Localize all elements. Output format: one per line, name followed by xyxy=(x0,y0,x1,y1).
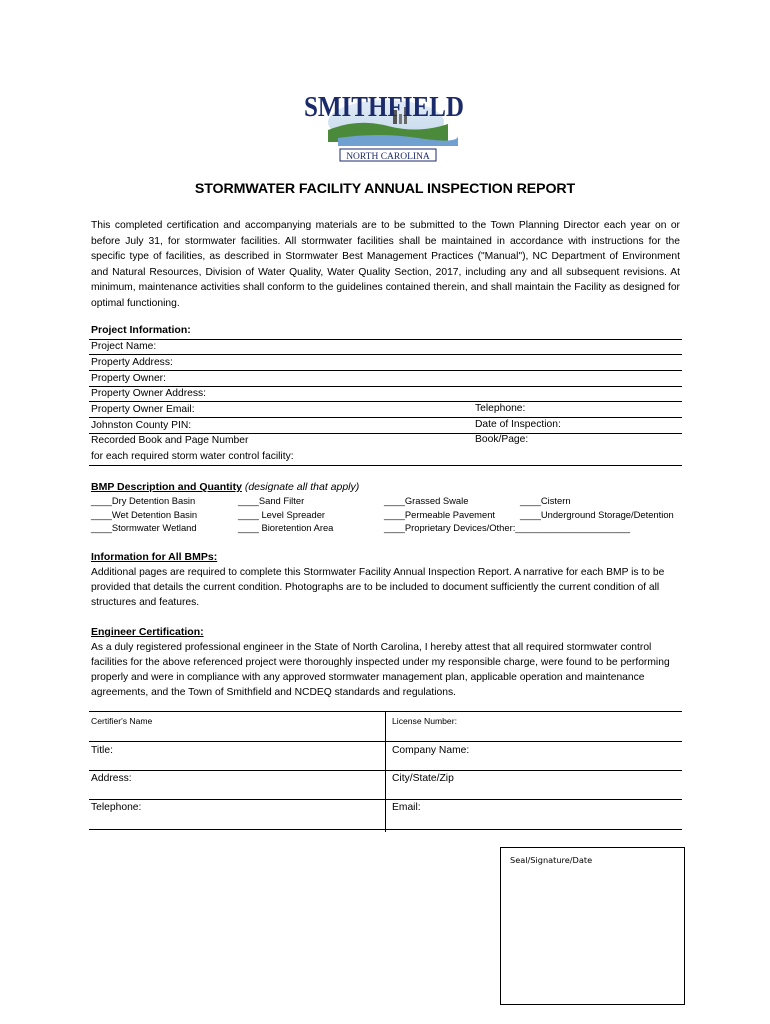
certifier-name-field[interactable]: Certifier's Name xyxy=(91,716,153,726)
pin-field[interactable]: Johnston County PIN: xyxy=(91,420,192,431)
book-page-number-field[interactable]: Recorded Book and Page Number xyxy=(91,435,249,446)
divider xyxy=(89,465,682,466)
bmp-heading xyxy=(91,481,359,493)
seal-signature-box[interactable] xyxy=(500,847,685,1005)
bmp-dry-detention-basin[interactable]: ____Dry Detention Basin xyxy=(91,495,196,506)
bmp-permeable-pavement[interactable]: ____Permeable Pavement xyxy=(384,509,496,520)
info-heading: Information for All BMPs: xyxy=(91,551,218,563)
owner-email-field[interactable]: Property Owner Email: xyxy=(91,404,195,415)
telephone-field[interactable]: Telephone: xyxy=(475,403,526,414)
divider xyxy=(89,829,682,830)
divider xyxy=(89,370,682,371)
smithfield-logo xyxy=(298,80,470,166)
bmp-heading-text: BMP Description and Quantity xyxy=(91,481,242,493)
bmp-grassed-swale[interactable]: ____Grassed Swale xyxy=(384,495,469,506)
info-paragraph: Additional pages are required to complete this Stormwater Facility Annual Inspection Report. A narrative for each BMP is to be provided that details the current condition. Photographs are to be included to document sufficiently the current condition of all structures and features. xyxy=(91,567,665,608)
divider xyxy=(89,770,682,771)
title-field[interactable]: Title: xyxy=(91,745,113,756)
logo-subtitle: NORTH CAROLINA xyxy=(346,152,430,162)
bmp-bioretention-area[interactable]: ____ Bioretention Area xyxy=(238,522,334,533)
telephone-field-2[interactable]: Telephone: xyxy=(91,802,142,813)
divider xyxy=(385,712,386,832)
city-state-zip-field[interactable]: City/State/Zip xyxy=(392,773,454,784)
bmp-underground-storage[interactable]: ____Underground Storage/Detention xyxy=(520,509,674,520)
license-number-field[interactable]: License Number: xyxy=(392,716,457,726)
intro-paragraph: This completed certification and accompanying materials are to be submitted to the Town Planning Director each year on or before July 31, for stormwater facilities. All stormwater facilities shall be maintained in accordance with instructions for the specific type of facilities, as described in Stormwater Best Management Practices ("Manual"), NC Department of Environment and Natural Resources, Division of Water Quality, Water Quality Section, 2017, including any and all subsequent revisions. At minimum, maintenance activities shall conform to the guidelines contained therein, and shall maintain the Facility as designed for optimal functioning. xyxy=(91,220,680,309)
divider xyxy=(89,401,682,402)
book-page-note: for each required storm water control facility: xyxy=(91,451,294,462)
bmp-sand-filter[interactable]: ____Sand Filter xyxy=(238,495,305,506)
divider xyxy=(89,417,682,418)
bmp-cistern[interactable]: ____Cistern xyxy=(520,495,571,506)
bmp-wet-detention-basin[interactable]: ____Wet Detention Basin xyxy=(91,509,198,520)
bmp-level-spreader[interactable]: ____ Level Spreader xyxy=(238,509,326,520)
owner-address-field[interactable]: Property Owner Address: xyxy=(91,388,207,399)
bmp-heading-note: (designate all that apply) xyxy=(244,481,360,493)
divider xyxy=(89,741,682,742)
page-title: STORMWATER FACILITY ANNUAL INSPECTION REPORT xyxy=(194,181,576,197)
property-address-field[interactable]: Property Address: xyxy=(91,357,173,368)
project-info-heading: Project Information: xyxy=(91,324,191,336)
bmp-proprietary-devices[interactable]: ____Proprietary Devices/Other:______________________ xyxy=(384,522,631,533)
company-name-field[interactable]: Company Name: xyxy=(392,745,470,756)
logo-wordmark: SMITHFIELD xyxy=(304,91,464,123)
engineer-paragraph: As a duly registered professional engineer in the State of North Carolina, I hereby attest that all required stormwater control facilities for the above referenced project were thoroughly inspected under my responsible charge, were found to be performing properly and were in compliance with any approved stormwater management plan, applicable operation and maintenance agreements, and the Town of Smithfield and NCDEQ standards and regulations. xyxy=(91,642,670,698)
engineer-heading: Engineer Certification: xyxy=(91,626,204,638)
address-field[interactable]: Address: xyxy=(91,773,132,784)
divider xyxy=(89,799,682,800)
book-page-field[interactable]: Book/Page: xyxy=(475,434,529,445)
email-field[interactable]: Email: xyxy=(392,802,421,813)
seal-label: Seal/Signature/Date xyxy=(510,855,593,865)
divider xyxy=(89,339,682,340)
project-name-field[interactable]: Project Name: xyxy=(91,341,157,352)
divider xyxy=(89,354,682,355)
bmp-stormwater-wetland[interactable]: ____Stormwater Wetland xyxy=(91,522,197,533)
inspection-date-field[interactable]: Date of Inspection: xyxy=(475,419,561,430)
property-owner-field[interactable]: Property Owner: xyxy=(91,373,166,384)
